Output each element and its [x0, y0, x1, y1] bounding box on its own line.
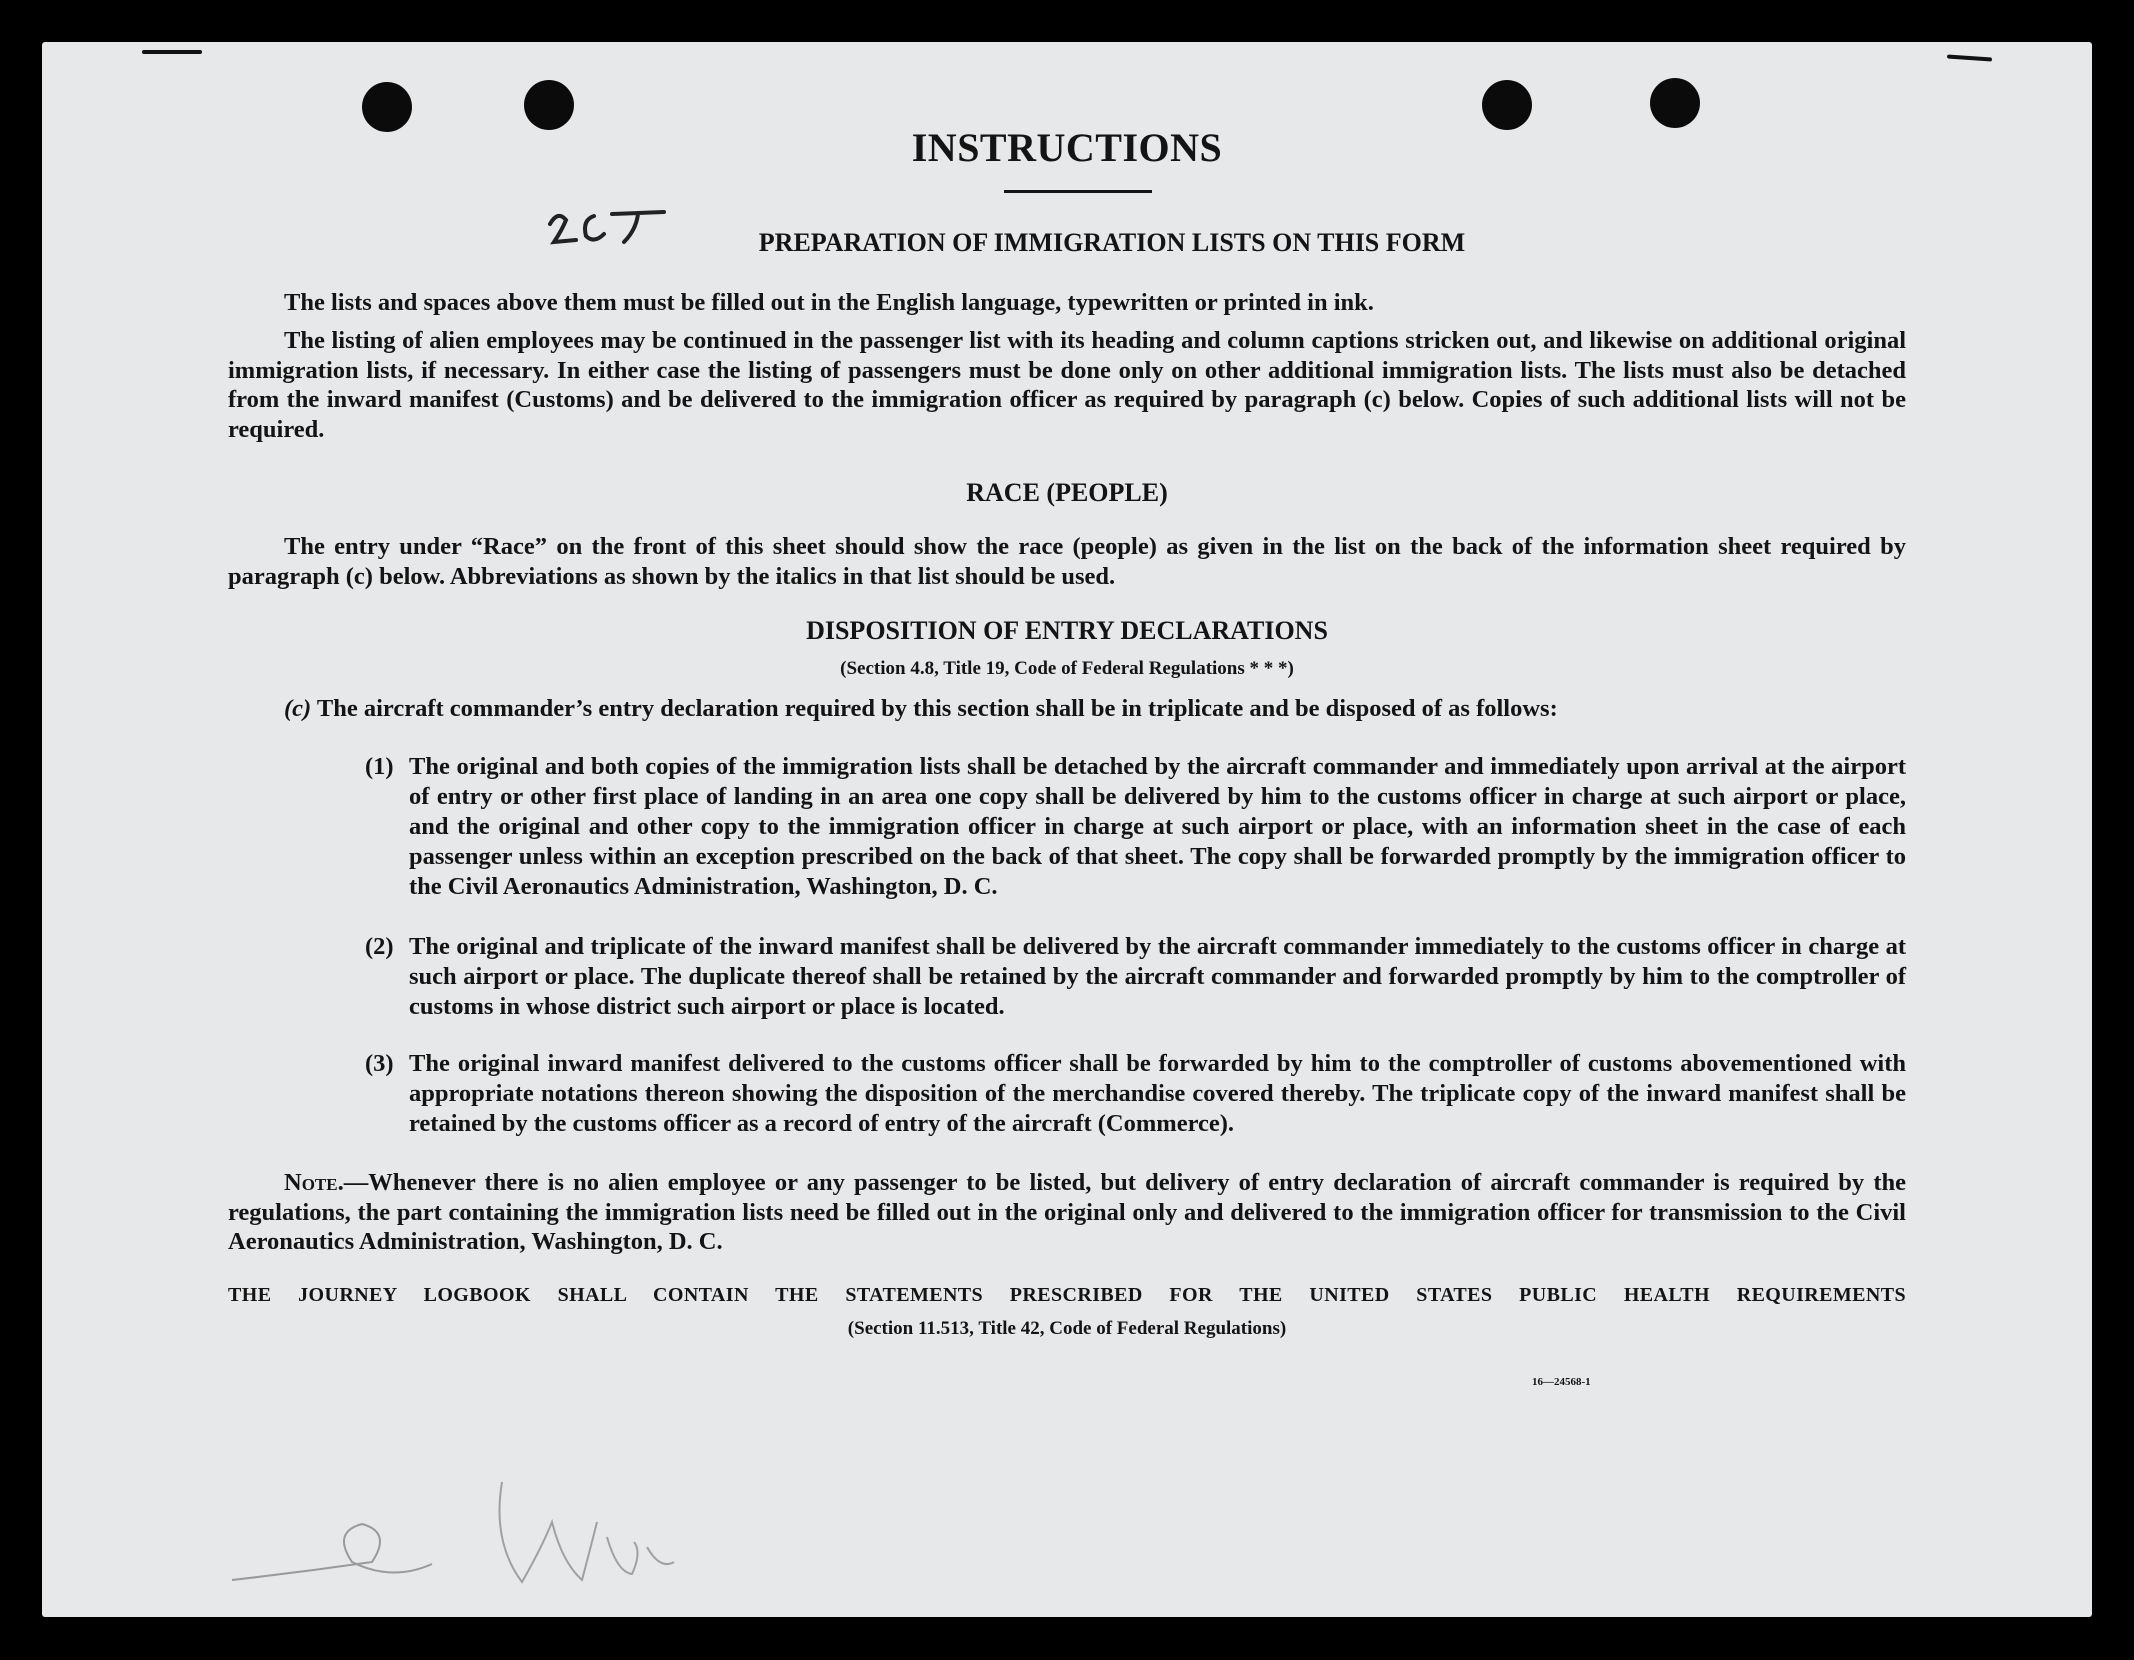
item-text: The original and both copies of the immigration lists shall be detached by the aircraft commander and immediately upon arrival at the airport of entry or other first place of landing in an area one copy shall be delivered by him to the customs officer in charge at such airport or place, and the original and other copy to the immigration officer in charge at such airport or place, with an information sheet in the case of each passenger unless within an exception prescribed on the back of that sheet. The copy shall be forwarded promptly by the immigration officer to the Civil Aeronautics Administration, Washington, D. C.	[409, 753, 1906, 900]
item-number: (1)	[365, 753, 394, 780]
document-sheet	[42, 42, 2092, 1617]
section-heading-race: RACE (PEOPLE)	[966, 478, 1168, 507]
disposition-item-3	[365, 1049, 1906, 1139]
punch-hole	[524, 80, 574, 130]
section-heading-disposition: DISPOSITION OF ENTRY DECLARATIONS	[806, 616, 1328, 645]
page-title: INSTRUCTIONS	[911, 125, 1223, 170]
item-text: The original and triplicate of the inward manifest shall be delivered by the aircraft commander immediately to the customs officer in charge at such airport or place. The duplicate thereof shall be retained by the aircraft commander and forwarded promptly by him to the comptroller of customs in whose district such airport or place is located.	[409, 933, 1906, 1020]
race-paragraph: The entry under “Race” on the front of this sheet should show the race (people) as given in the list on the back of the information sheet required by paragraph (c) below. Abbreviations as shown by the italics in that list should be used.	[228, 533, 1906, 590]
note-text: —Whenever there is no alien employee or any passenger to be listed, but delivery of entry declaration of aircraft commander is required by the regulations, the part containing the immigration lists need be filled out in the original only and delivered to the immigration officer for transmission to the Civil Aeronautics Administration, Washington, D. C.	[228, 1169, 1906, 1255]
disposition-item-1	[365, 752, 1906, 902]
item-number: (3)	[365, 1050, 394, 1077]
top-right-edge-mark	[1947, 54, 1992, 61]
disposition-intro	[284, 694, 1906, 724]
preparation-paragraph-1: The lists and spaces above them must be filled out in the English language, typewritten or printed in ink.	[284, 289, 1374, 316]
note-paragraph	[228, 1168, 1906, 1257]
item-number: (2)	[365, 933, 394, 960]
preparation-paragraph-2: The listing of alien employees may be continued in the passenger list with its heading and column captions stricken out, and likewise on additional original immigration lists, if necessary. In either case the listing of passengers must be done only on other additional immigration lists. The lists must also be detached from the inward manifest (Customs) and be delivered to the immigration officer as required by paragraph (c) below. Copies of such additional lists will not be required.	[228, 327, 1906, 443]
note-label: Note.	[284, 1169, 344, 1196]
pencil-signature	[222, 1452, 682, 1612]
disposition-citation: (Section 4.8, Title 19, Code of Federal Regulations * * *)	[840, 658, 1294, 679]
health-statement: THE JOURNEY LOGBOOK SHALL CONTAIN THE STATEMENTS PRESCRIBED FOR THE UNITED STATES PUBLIC HEALTH REQUIREMENTS	[228, 1284, 1906, 1306]
disposition-item-2	[365, 932, 1906, 1022]
form-number: 16—24568-1	[1532, 1376, 1591, 1388]
punch-hole	[1650, 78, 1700, 128]
title-underline	[1004, 190, 1152, 193]
item-text: The original inward manifest delivered to the customs officer shall be forwarded by him to the comptroller of customs abovementioned with appropriate notations thereon showing the disposition of the merchandise covered thereby. The triplicate copy of the inward manifest shall be retained by the customs officer as a record of entry of the aircraft (Commerce).	[409, 1050, 1906, 1137]
disposition-intro-text: The aircraft commander’s entry declaration required by this section shall be in triplicate and be disposed of as follows:	[316, 695, 1558, 722]
top-left-edge-mark	[142, 50, 202, 54]
punch-hole	[1482, 80, 1532, 130]
health-citation: (Section 11.513, Title 42, Code of Federal Regulations)	[847, 1318, 1287, 1339]
disposition-intro-label: (c)	[284, 695, 312, 722]
section-heading-preparation: PREPARATION OF IMMIGRATION LISTS ON THIS FORM	[758, 228, 1466, 257]
